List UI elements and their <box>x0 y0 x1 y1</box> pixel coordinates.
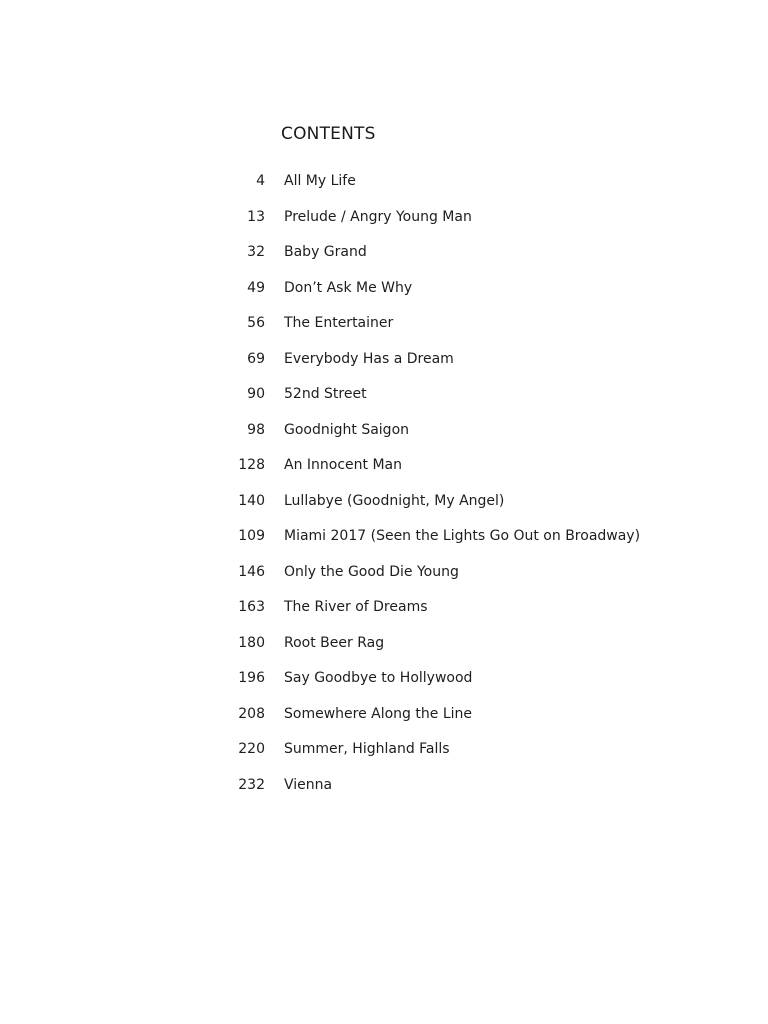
toc-entry <box>0 732 768 768</box>
toc-entry <box>0 697 768 733</box>
toc-title: Only the Good Die Young <box>284 563 459 580</box>
toc-page-number: 56 <box>247 315 265 331</box>
toc-entry <box>0 626 768 662</box>
toc-entry <box>0 484 768 520</box>
toc-page-number: 232 <box>238 776 265 793</box>
toc-page-number: 208 <box>238 705 265 722</box>
toc-entry <box>0 342 768 378</box>
toc-entry <box>0 235 768 271</box>
toc-title: The River of Dreams <box>284 599 428 615</box>
toc-title: Root Beer Rag <box>284 634 385 651</box>
toc-title: Baby Grand <box>284 244 367 260</box>
toc-page-number: 220 <box>238 741 265 757</box>
toc-entry <box>0 519 768 555</box>
toc-entry <box>0 271 768 307</box>
toc-entry <box>0 590 768 626</box>
toc-title: All My Life <box>284 173 356 189</box>
toc-page-number: 4 <box>256 173 265 189</box>
toc-page-number: 69 <box>247 350 265 367</box>
toc-entry <box>0 306 768 342</box>
toc-title: Say Goodbye to Hollywood <box>284 670 473 686</box>
toc-page-number: 163 <box>238 599 265 615</box>
toc-title: An Innocent Man <box>284 457 402 473</box>
toc-title: The Entertainer <box>284 315 394 331</box>
toc-page-number: 180 <box>238 634 265 651</box>
toc-entry <box>0 768 768 804</box>
toc-entry <box>0 200 768 236</box>
toc-page-number: 196 <box>238 670 265 686</box>
toc-title: Everybody Has a Dream <box>284 350 454 367</box>
toc-entry <box>0 448 768 484</box>
toc-page-number: 140 <box>238 492 265 509</box>
toc-title: Summer, Highland Falls <box>284 741 450 757</box>
table-of-contents <box>0 164 768 803</box>
toc-title: 52nd Street <box>284 386 367 402</box>
toc-title: Somewhere Along the Line <box>284 705 472 722</box>
toc-title: Lullabye (Goodnight, My Angel) <box>284 492 505 509</box>
toc-page-number: 32 <box>247 244 265 260</box>
toc-title: Vienna <box>284 776 333 793</box>
toc-entry <box>0 555 768 591</box>
toc-entry <box>0 413 768 449</box>
toc-title: Don’t Ask Me Why <box>284 279 413 296</box>
toc-page-number: 128 <box>238 457 265 473</box>
toc-page-number: 49 <box>247 279 265 296</box>
contents-heading: CONTENTS <box>281 124 376 144</box>
toc-page-number: 13 <box>247 208 265 225</box>
toc-title: Goodnight Saigon <box>284 421 410 438</box>
toc-title: Miami 2017 (Seen the Lights Go Out on Broadway) <box>284 528 641 544</box>
toc-entry <box>0 661 768 697</box>
toc-page-number: 146 <box>238 563 265 580</box>
toc-page-number: 90 <box>247 386 265 402</box>
toc-title: Prelude / Angry Young Man <box>284 208 472 225</box>
toc-page-number: 109 <box>238 528 265 544</box>
toc-entry <box>0 377 768 413</box>
toc-entry <box>0 164 768 200</box>
toc-page-number: 98 <box>247 421 265 438</box>
